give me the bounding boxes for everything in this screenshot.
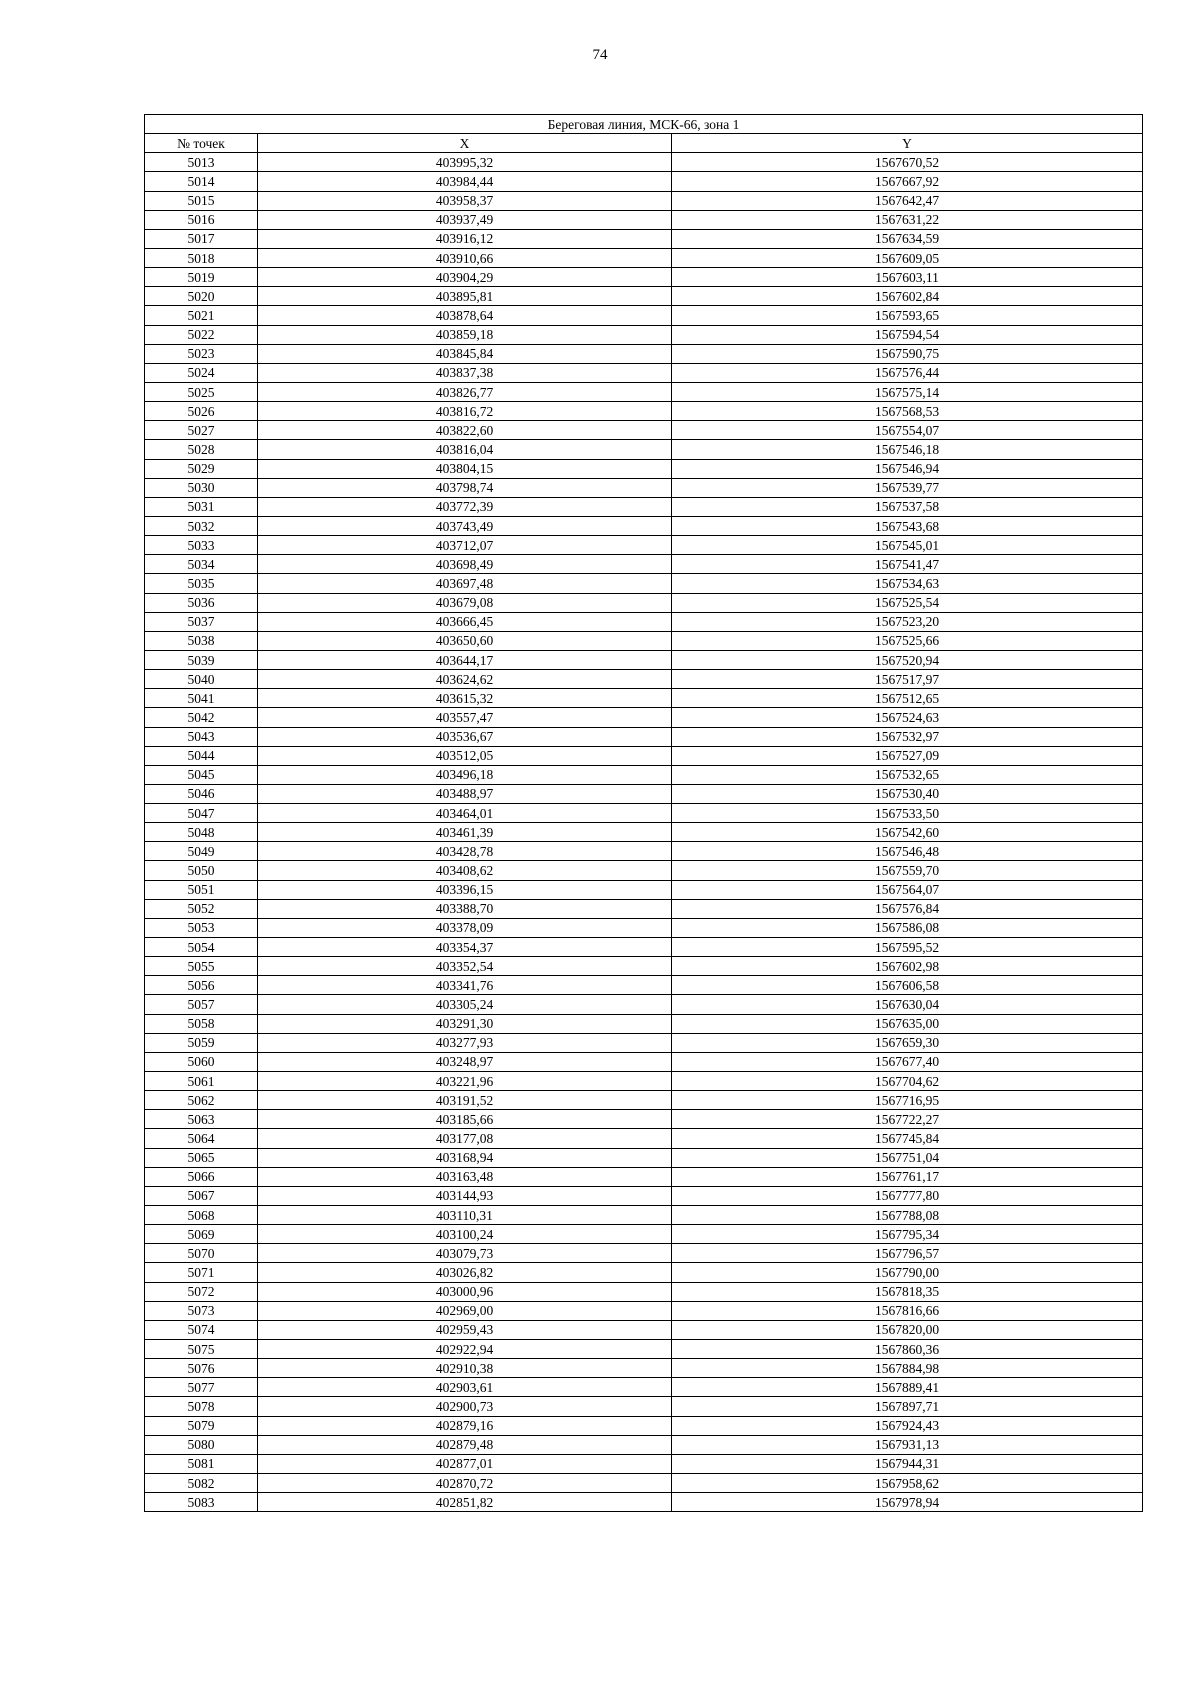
cell-y: 1567751,04 [672, 1148, 1143, 1167]
cell-point-number: 5061 [145, 1072, 258, 1091]
cell-point-number: 5075 [145, 1340, 258, 1359]
cell-x: 402922,94 [258, 1340, 672, 1359]
table-row [145, 631, 1143, 650]
cell-x: 403859,18 [258, 325, 672, 344]
table-row [145, 1014, 1143, 1033]
cell-x: 403026,82 [258, 1263, 672, 1282]
cell-point-number: 5027 [145, 421, 258, 440]
cell-y: 1567542,60 [672, 823, 1143, 842]
cell-y: 1567576,44 [672, 363, 1143, 382]
cell-x: 403079,73 [258, 1244, 672, 1263]
cell-x: 403378,09 [258, 918, 672, 937]
cell-point-number: 5063 [145, 1110, 258, 1129]
cell-y: 1567545,01 [672, 536, 1143, 555]
table-row [145, 1110, 1143, 1129]
cell-point-number: 5038 [145, 631, 258, 650]
table-row [145, 861, 1143, 880]
cell-point-number: 5074 [145, 1320, 258, 1339]
cell-y: 1567512,65 [672, 689, 1143, 708]
table-row [145, 746, 1143, 765]
cell-point-number: 5018 [145, 248, 258, 267]
cell-x: 403496,18 [258, 765, 672, 784]
table-row [145, 976, 1143, 995]
cell-y: 1567634,59 [672, 229, 1143, 248]
cell-x: 403698,49 [258, 555, 672, 574]
cell-point-number: 5037 [145, 612, 258, 631]
cell-y: 1567546,94 [672, 459, 1143, 478]
table-row [145, 191, 1143, 210]
cell-point-number: 5083 [145, 1493, 258, 1512]
table-row [145, 1416, 1143, 1435]
table-row [145, 287, 1143, 306]
cell-y: 1567924,43 [672, 1416, 1143, 1435]
table-row [145, 248, 1143, 267]
cell-x: 403666,45 [258, 612, 672, 631]
cell-y: 1567546,18 [672, 440, 1143, 459]
cell-point-number: 5082 [145, 1473, 258, 1492]
cell-x: 403895,81 [258, 287, 672, 306]
cell-x: 403845,84 [258, 344, 672, 363]
cell-x: 403185,66 [258, 1110, 672, 1129]
cell-x: 403305,24 [258, 995, 672, 1014]
cell-point-number: 5033 [145, 536, 258, 555]
cell-y: 1567944,31 [672, 1454, 1143, 1473]
table-row [145, 325, 1143, 344]
cell-x: 403816,04 [258, 440, 672, 459]
table-row [145, 708, 1143, 727]
cell-point-number: 5070 [145, 1244, 258, 1263]
cell-x: 403650,60 [258, 631, 672, 650]
table-row [145, 593, 1143, 612]
cell-point-number: 5067 [145, 1186, 258, 1205]
cell-x: 403804,15 [258, 459, 672, 478]
cell-x: 402903,61 [258, 1378, 672, 1397]
table-row [145, 1435, 1143, 1454]
cell-y: 1567667,92 [672, 172, 1143, 191]
cell-x: 403144,93 [258, 1186, 672, 1205]
table-row [145, 918, 1143, 937]
cell-x: 403396,15 [258, 880, 672, 899]
table-row [145, 727, 1143, 746]
cell-x: 403464,01 [258, 804, 672, 823]
cell-x: 403615,32 [258, 689, 672, 708]
cell-y: 1567958,62 [672, 1473, 1143, 1492]
cell-y: 1567897,71 [672, 1397, 1143, 1416]
cell-y: 1567539,77 [672, 478, 1143, 497]
cell-x: 403878,64 [258, 306, 672, 325]
cell-y: 1567820,00 [672, 1320, 1143, 1339]
cell-x: 403958,37 [258, 191, 672, 210]
cell-point-number: 5026 [145, 402, 258, 421]
cell-y: 1567777,80 [672, 1186, 1143, 1205]
cell-y: 1567517,97 [672, 670, 1143, 689]
table-row [145, 306, 1143, 325]
cell-y: 1567635,00 [672, 1014, 1143, 1033]
table-row [145, 1206, 1143, 1225]
cell-point-number: 5023 [145, 344, 258, 363]
cell-point-number: 5076 [145, 1359, 258, 1378]
cell-point-number: 5043 [145, 727, 258, 746]
cell-x: 402879,16 [258, 1416, 672, 1435]
cell-x: 402910,38 [258, 1359, 672, 1378]
cell-point-number: 5060 [145, 1052, 258, 1071]
cell-point-number: 5079 [145, 1416, 258, 1435]
cell-x: 403341,76 [258, 976, 672, 995]
cell-x: 403512,05 [258, 746, 672, 765]
table-row [145, 1129, 1143, 1148]
table-row [145, 804, 1143, 823]
table-row [145, 1263, 1143, 1282]
table-row [145, 1473, 1143, 1492]
cell-y: 1567889,41 [672, 1378, 1143, 1397]
cell-point-number: 5040 [145, 670, 258, 689]
cell-x: 403557,47 [258, 708, 672, 727]
cell-point-number: 5016 [145, 210, 258, 229]
table-row [145, 1148, 1143, 1167]
cell-x: 403826,77 [258, 382, 672, 401]
cell-x: 403910,66 [258, 248, 672, 267]
cell-point-number: 5035 [145, 574, 258, 593]
table-row [145, 1493, 1143, 1512]
cell-x: 403000,96 [258, 1282, 672, 1301]
cell-y: 1567537,58 [672, 497, 1143, 516]
cell-x: 403352,54 [258, 957, 672, 976]
cell-x: 402969,00 [258, 1301, 672, 1320]
table-row [145, 1091, 1143, 1110]
table-row [145, 1244, 1143, 1263]
cell-point-number: 5046 [145, 784, 258, 803]
cell-y: 1567575,14 [672, 382, 1143, 401]
cell-point-number: 5052 [145, 899, 258, 918]
cell-point-number: 5065 [145, 1148, 258, 1167]
table-row [145, 880, 1143, 899]
table-row [145, 1378, 1143, 1397]
cell-point-number: 5015 [145, 191, 258, 210]
cell-y: 1567554,07 [672, 421, 1143, 440]
cell-y: 1567670,52 [672, 153, 1143, 172]
cell-x: 403712,07 [258, 536, 672, 555]
cell-x: 402851,82 [258, 1493, 672, 1512]
cell-x: 402879,48 [258, 1435, 672, 1454]
cell-x: 402959,43 [258, 1320, 672, 1339]
cell-y: 1567532,65 [672, 765, 1143, 784]
cell-point-number: 5045 [145, 765, 258, 784]
cell-y: 1567884,98 [672, 1359, 1143, 1378]
table-row [145, 1072, 1143, 1091]
cell-y: 1567525,54 [672, 593, 1143, 612]
cell-point-number: 5051 [145, 880, 258, 899]
cell-y: 1567704,62 [672, 1072, 1143, 1091]
cell-x: 403388,70 [258, 899, 672, 918]
cell-x: 403221,96 [258, 1072, 672, 1091]
cell-x: 403248,97 [258, 1052, 672, 1071]
cell-point-number: 5031 [145, 497, 258, 516]
cell-y: 1567586,08 [672, 918, 1143, 937]
cell-y: 1567559,70 [672, 861, 1143, 880]
cell-y: 1567745,84 [672, 1129, 1143, 1148]
table-row [145, 784, 1143, 803]
header-point-number: № точек [145, 134, 258, 153]
cell-point-number: 5055 [145, 957, 258, 976]
cell-point-number: 5028 [145, 440, 258, 459]
cell-point-number: 5013 [145, 153, 258, 172]
cell-y: 1567677,40 [672, 1052, 1143, 1071]
cell-x: 403837,38 [258, 363, 672, 382]
cell-x: 403624,62 [258, 670, 672, 689]
cell-y: 1567524,63 [672, 708, 1143, 727]
table-row [145, 823, 1143, 842]
table-row [145, 478, 1143, 497]
table-row [145, 1340, 1143, 1359]
cell-x: 403191,52 [258, 1091, 672, 1110]
cell-point-number: 5030 [145, 478, 258, 497]
cell-point-number: 5034 [145, 555, 258, 574]
table-row [145, 536, 1143, 555]
table-row [145, 459, 1143, 478]
cell-y: 1567602,98 [672, 957, 1143, 976]
table-row [145, 172, 1143, 191]
table-title-row [145, 115, 1143, 134]
table-row [145, 899, 1143, 918]
cell-y: 1567816,66 [672, 1301, 1143, 1320]
cell-x: 403916,12 [258, 229, 672, 248]
cell-y: 1567543,68 [672, 516, 1143, 535]
cell-point-number: 5050 [145, 861, 258, 880]
cell-point-number: 5077 [145, 1378, 258, 1397]
cell-point-number: 5025 [145, 382, 258, 401]
cell-x: 403798,74 [258, 478, 672, 497]
cell-point-number: 5049 [145, 842, 258, 861]
table-row [145, 382, 1143, 401]
cell-x: 403536,67 [258, 727, 672, 746]
table-row [145, 1052, 1143, 1071]
cell-x: 403277,93 [258, 1033, 672, 1052]
cell-point-number: 5068 [145, 1206, 258, 1225]
table-row [145, 402, 1143, 421]
cell-point-number: 5020 [145, 287, 258, 306]
cell-y: 1567595,52 [672, 938, 1143, 957]
cell-y: 1567795,34 [672, 1225, 1143, 1244]
cell-x: 402877,01 [258, 1454, 672, 1473]
table-row [145, 650, 1143, 669]
cell-x: 403743,49 [258, 516, 672, 535]
coordinates-table [144, 114, 1143, 1512]
cell-x: 403816,72 [258, 402, 672, 421]
cell-point-number: 5078 [145, 1397, 258, 1416]
table-row [145, 1167, 1143, 1186]
cell-x: 403679,08 [258, 593, 672, 612]
cell-y: 1567523,20 [672, 612, 1143, 631]
cell-x: 403291,30 [258, 1014, 672, 1033]
cell-y: 1567796,57 [672, 1244, 1143, 1263]
table-row [145, 1282, 1143, 1301]
cell-y: 1567818,35 [672, 1282, 1143, 1301]
cell-y: 1567602,84 [672, 287, 1143, 306]
cell-point-number: 5053 [145, 918, 258, 937]
cell-point-number: 5017 [145, 229, 258, 248]
table-row [145, 421, 1143, 440]
cell-y: 1567761,17 [672, 1167, 1143, 1186]
cell-point-number: 5073 [145, 1301, 258, 1320]
table-row [145, 574, 1143, 593]
cell-y: 1567576,84 [672, 899, 1143, 918]
cell-y: 1567594,54 [672, 325, 1143, 344]
cell-x: 403984,44 [258, 172, 672, 191]
cell-y: 1567532,97 [672, 727, 1143, 746]
cell-y: 1567978,94 [672, 1493, 1143, 1512]
cell-point-number: 5071 [145, 1263, 258, 1282]
cell-y: 1567568,53 [672, 402, 1143, 421]
cell-point-number: 5042 [145, 708, 258, 727]
cell-point-number: 5019 [145, 268, 258, 287]
cell-y: 1567722,27 [672, 1110, 1143, 1129]
cell-x: 403110,31 [258, 1206, 672, 1225]
cell-y: 1567527,09 [672, 746, 1143, 765]
table-row [145, 765, 1143, 784]
cell-point-number: 5014 [145, 172, 258, 191]
cell-point-number: 5057 [145, 995, 258, 1014]
table-row [145, 612, 1143, 631]
cell-y: 1567534,63 [672, 574, 1143, 593]
cell-point-number: 5032 [145, 516, 258, 535]
table-row [145, 344, 1143, 363]
cell-y: 1567520,94 [672, 650, 1143, 669]
cell-y: 1567931,13 [672, 1435, 1143, 1454]
cell-y: 1567790,00 [672, 1263, 1143, 1282]
cell-x: 403697,48 [258, 574, 672, 593]
cell-point-number: 5054 [145, 938, 258, 957]
header-y: Y [672, 134, 1143, 153]
cell-point-number: 5069 [145, 1225, 258, 1244]
table-row [145, 842, 1143, 861]
cell-y: 1567530,40 [672, 784, 1143, 803]
table-row [145, 670, 1143, 689]
table-row [145, 440, 1143, 459]
cell-point-number: 5059 [145, 1033, 258, 1052]
cell-point-number: 5036 [145, 593, 258, 612]
cell-x: 403354,37 [258, 938, 672, 957]
cell-y: 1567541,47 [672, 555, 1143, 574]
cell-y: 1567593,65 [672, 306, 1143, 325]
cell-point-number: 5058 [145, 1014, 258, 1033]
cell-x: 403995,32 [258, 153, 672, 172]
cell-y: 1567533,50 [672, 804, 1143, 823]
cell-y: 1567642,47 [672, 191, 1143, 210]
cell-x: 403408,62 [258, 861, 672, 880]
table-row [145, 516, 1143, 535]
cell-point-number: 5080 [145, 1435, 258, 1454]
cell-x: 403904,29 [258, 268, 672, 287]
cell-point-number: 5064 [145, 1129, 258, 1148]
table-row [145, 153, 1143, 172]
cell-x: 403100,24 [258, 1225, 672, 1244]
cell-point-number: 5021 [145, 306, 258, 325]
table-row [145, 229, 1143, 248]
cell-y: 1567564,07 [672, 880, 1143, 899]
table-row [145, 1397, 1143, 1416]
page-number: 74 [592, 47, 608, 63]
cell-point-number: 5056 [145, 976, 258, 995]
table-row [145, 938, 1143, 957]
cell-point-number: 5041 [145, 689, 258, 708]
cell-x: 403644,17 [258, 650, 672, 669]
cell-y: 1567590,75 [672, 344, 1143, 363]
cell-x: 402900,73 [258, 1397, 672, 1416]
cell-y: 1567860,36 [672, 1340, 1143, 1359]
cell-y: 1567659,30 [672, 1033, 1143, 1052]
cell-point-number: 5047 [145, 804, 258, 823]
cell-point-number: 5081 [145, 1454, 258, 1473]
cell-point-number: 5044 [145, 746, 258, 765]
table-header-row [145, 134, 1143, 153]
cell-x: 403937,49 [258, 210, 672, 229]
cell-x: 403177,08 [258, 1129, 672, 1148]
table-row [145, 268, 1143, 287]
table-row [145, 210, 1143, 229]
table-row [145, 1186, 1143, 1205]
cell-point-number: 5022 [145, 325, 258, 344]
cell-point-number: 5062 [145, 1091, 258, 1110]
table-body [145, 153, 1143, 1512]
table-row [145, 1359, 1143, 1378]
cell-point-number: 5039 [145, 650, 258, 669]
cell-point-number: 5024 [145, 363, 258, 382]
table-row [145, 1301, 1143, 1320]
table-title: Береговая линия, МСК-66, зона 1 [145, 115, 1143, 134]
table-row [145, 497, 1143, 516]
cell-y: 1567606,58 [672, 976, 1143, 995]
cell-y: 1567603,11 [672, 268, 1143, 287]
cell-point-number: 5072 [145, 1282, 258, 1301]
cell-x: 403488,97 [258, 784, 672, 803]
cell-point-number: 5048 [145, 823, 258, 842]
cell-x: 402870,72 [258, 1473, 672, 1492]
cell-x: 403772,39 [258, 497, 672, 516]
cell-y: 1567546,48 [672, 842, 1143, 861]
cell-y: 1567609,05 [672, 248, 1143, 267]
table-row [145, 995, 1143, 1014]
cell-y: 1567716,95 [672, 1091, 1143, 1110]
header-x: X [258, 134, 672, 153]
table-row [145, 363, 1143, 382]
cell-x: 403428,78 [258, 842, 672, 861]
cell-y: 1567630,04 [672, 995, 1143, 1014]
table-row [145, 1225, 1143, 1244]
table-row [145, 1320, 1143, 1339]
cell-x: 403461,39 [258, 823, 672, 842]
cell-y: 1567631,22 [672, 210, 1143, 229]
table-row [145, 555, 1143, 574]
cell-point-number: 5066 [145, 1167, 258, 1186]
cell-y: 1567525,66 [672, 631, 1143, 650]
table-row [145, 689, 1143, 708]
cell-y: 1567788,08 [672, 1206, 1143, 1225]
cell-point-number: 5029 [145, 459, 258, 478]
table-row [145, 957, 1143, 976]
cell-x: 403163,48 [258, 1167, 672, 1186]
table-row [145, 1454, 1143, 1473]
table-row [145, 1033, 1143, 1052]
cell-x: 403822,60 [258, 421, 672, 440]
cell-x: 403168,94 [258, 1148, 672, 1167]
